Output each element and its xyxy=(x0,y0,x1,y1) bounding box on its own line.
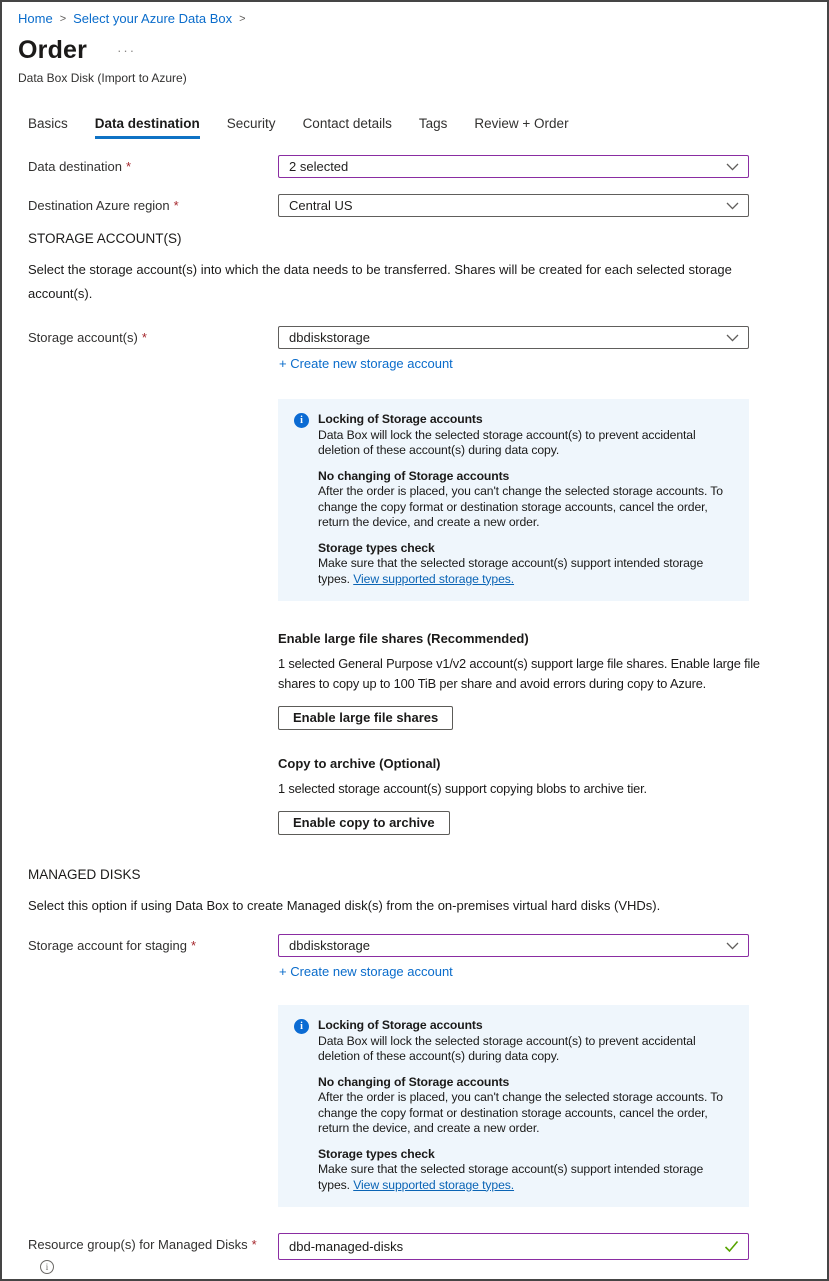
field-row-storage-accounts xyxy=(28,326,750,371)
callout-section-no-changing xyxy=(318,469,733,531)
staging-account-dropdown[interactable] xyxy=(278,934,749,957)
callout-section-locking xyxy=(318,1018,733,1065)
tab-data-destination[interactable]: Data destination xyxy=(95,116,200,139)
storage-accounts-label xyxy=(28,326,278,345)
tab-basics[interactable]: Basics xyxy=(28,116,68,131)
callout-title: Locking of Storage accounts xyxy=(318,1018,483,1032)
required-asterisk: * xyxy=(191,938,197,953)
callout-section-storage-types xyxy=(318,541,733,588)
chevron-down-icon xyxy=(726,163,739,171)
callout-text: Data Box will lock the selected storage account(s) to prevent accidental deletion of these account(s) during data copy. xyxy=(318,427,696,457)
storage-accounts-section-description: Select the storage account(s) into which the data needs to be transferred. Shares will be created for each selected storage account(s). xyxy=(28,262,732,301)
field-row-data-destination xyxy=(28,155,750,178)
storage-accounts-dropdown[interactable] xyxy=(278,326,749,349)
checkmark-icon xyxy=(724,1240,739,1256)
order-form xyxy=(28,155,760,1274)
view-supported-storage-types-link[interactable]: View supported storage types. xyxy=(353,571,515,586)
large-file-shares-description: 1 selected General Purpose v1/v2 account(s) support large file shares. Enable large file shares to copy up to 100 TiB per share and avoid errors during copy to Azure. xyxy=(278,656,760,691)
large-file-shares-heading: Enable large file shares (Recommended) xyxy=(278,631,529,646)
chevron-down-icon xyxy=(726,942,739,950)
copy-to-archive-description: 1 selected storage account(s) support copying blobs to archive tier. xyxy=(278,781,647,796)
label-text: Storage account(s) xyxy=(28,330,138,345)
region-dropdown[interactable] xyxy=(278,194,749,217)
tab-bar xyxy=(28,116,827,139)
required-asterisk: * xyxy=(251,1237,257,1252)
field-row-resource-group xyxy=(28,1233,750,1274)
data-destination-dropdown[interactable] xyxy=(278,155,749,178)
tab-contact-details[interactable]: Contact details xyxy=(302,116,392,131)
dropdown-selected-value: Central US xyxy=(289,198,353,213)
callout-text: After the order is placed, you can't change the selected storage accounts. To change the copy format or destination storage accounts, cancel the order, return the device, and create a new order. xyxy=(318,484,723,529)
info-tooltip-icon[interactable] xyxy=(40,1260,54,1274)
managed-disks-section-heading: MANAGED DISKS xyxy=(28,867,141,882)
resource-group-label xyxy=(28,1233,278,1274)
info-icon xyxy=(294,1019,309,1034)
resource-group-input[interactable] xyxy=(278,1233,749,1260)
required-asterisk: * xyxy=(173,198,179,213)
callout-section-no-changing xyxy=(318,1075,733,1137)
breadcrumb-separator-icon: > xyxy=(239,12,246,25)
callout-title: No changing of Storage accounts xyxy=(318,1074,510,1089)
chevron-down-icon xyxy=(726,334,739,342)
callout-text: After the order is placed, you can't change the selected storage accounts. To change the copy format or destination storage accounts, cancel the order, return the device, and create a new order. xyxy=(318,1090,723,1135)
copy-to-archive-heading: Copy to archive (Optional) xyxy=(278,756,441,771)
tab-security[interactable]: Security xyxy=(226,116,276,131)
dropdown-selected-value: 2 selected xyxy=(289,159,349,174)
page-title: Order xyxy=(18,36,88,64)
breadcrumb-link-select-data-box[interactable]: Select your Azure Data Box xyxy=(73,11,233,26)
callout-text: Make sure that the selected storage account(s) support intended storage types. xyxy=(318,556,704,586)
breadcrumb-separator-icon: > xyxy=(59,12,67,25)
chevron-down-icon xyxy=(726,202,739,210)
staging-info-callout xyxy=(278,1005,749,1207)
view-supported-storage-types-link[interactable]: View supported storage types. xyxy=(353,1177,515,1192)
callout-section-storage-types xyxy=(318,1147,733,1194)
callout-section-locking xyxy=(318,412,733,459)
breadcrumb xyxy=(18,11,827,26)
storage-info-callout xyxy=(278,399,749,601)
required-asterisk: * xyxy=(125,159,132,174)
create-storage-account-link[interactable]: + Create new storage account xyxy=(279,356,453,371)
breadcrumb-link-home[interactable]: Home xyxy=(18,11,53,26)
callout-text xyxy=(318,1162,733,1193)
staging-account-label xyxy=(28,934,278,953)
label-text: Storage account for staging xyxy=(28,938,187,953)
enable-copy-to-archive-button[interactable]: Enable copy to archive xyxy=(278,811,450,835)
tab-tags[interactable]: Tags xyxy=(418,116,448,131)
field-row-staging-account xyxy=(28,934,750,979)
page-subtitle: Data Box Disk (Import to Azure) xyxy=(18,71,187,85)
title-row xyxy=(18,36,827,65)
tab-review-order[interactable]: Review + Order xyxy=(474,116,569,131)
large-file-shares-block xyxy=(278,631,760,730)
storage-accounts-section-heading: STORAGE ACCOUNT(S) xyxy=(28,231,182,246)
region-label xyxy=(28,194,278,213)
info-icon xyxy=(294,413,309,428)
callout-text xyxy=(318,556,733,587)
copy-to-archive-block xyxy=(278,756,760,835)
callout-title: Locking of Storage accounts xyxy=(318,412,483,426)
label-text: Data destination xyxy=(28,159,122,174)
label-text: Resource group(s) for Managed Disks xyxy=(28,1237,248,1252)
dropdown-selected-value: dbdiskstorage xyxy=(289,938,370,953)
callout-title: Storage types check xyxy=(318,540,435,555)
callout-title: Storage types check xyxy=(318,1146,435,1161)
managed-disks-section-description: Select this option if using Data Box to create Managed disk(s) from the on-premises virtual hard disks (VHDs). xyxy=(28,898,661,913)
create-storage-account-link[interactable]: + Create new storage account xyxy=(279,964,453,979)
more-options-button[interactable]: ··· xyxy=(117,43,137,58)
label-text: Destination Azure region xyxy=(28,198,170,213)
callout-text: Data Box will lock the selected storage account(s) to prevent accidental deletion of these account(s) during data copy. xyxy=(318,1033,696,1063)
callout-text: Make sure that the selected storage account(s) support intended storage types. xyxy=(318,1162,704,1192)
field-row-region xyxy=(28,194,750,217)
required-asterisk: * xyxy=(141,330,147,345)
data-destination-label xyxy=(28,155,278,174)
enable-large-file-shares-button[interactable]: Enable large file shares xyxy=(278,706,453,730)
dropdown-selected-value: dbdiskstorage xyxy=(289,330,370,345)
callout-title: No changing of Storage accounts xyxy=(318,468,510,483)
